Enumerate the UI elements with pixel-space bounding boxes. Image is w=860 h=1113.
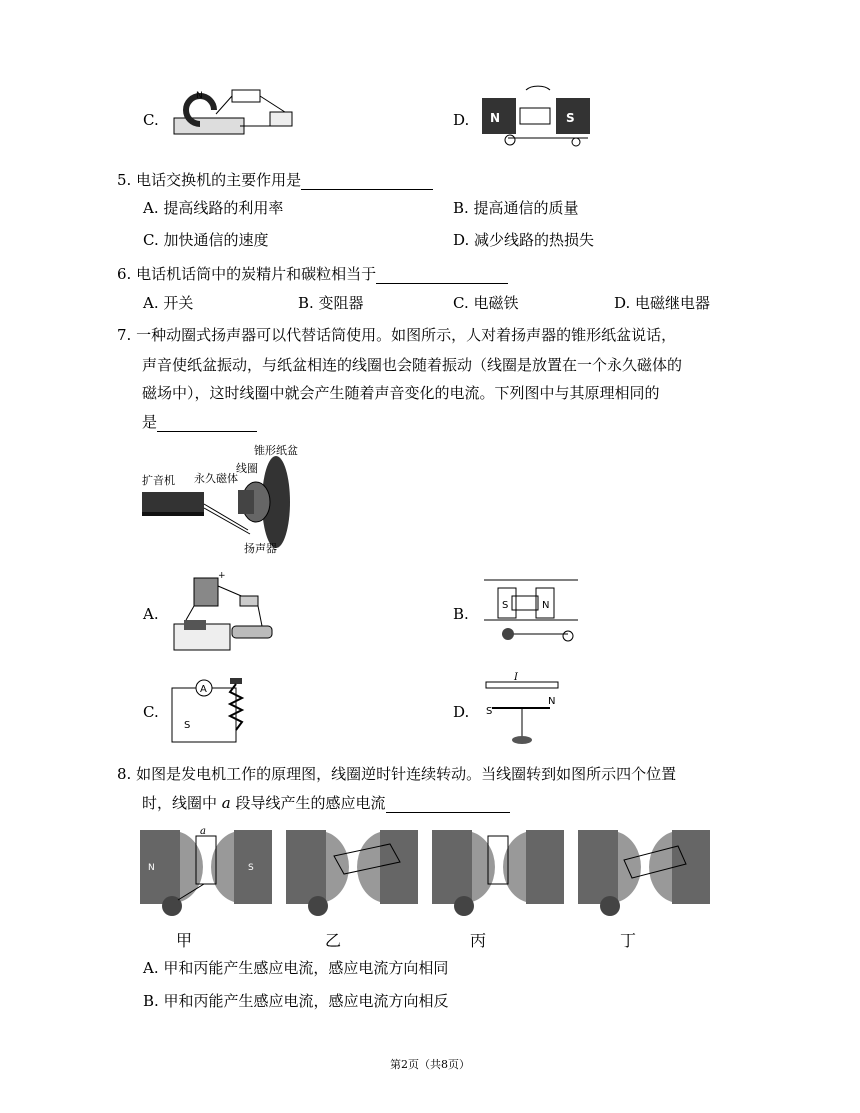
- q5-answer-blank[interactable]: [301, 175, 433, 190]
- q6-stem: [117, 264, 508, 284]
- q7-answer-blank[interactable]: [157, 417, 257, 432]
- q5-stem: [117, 170, 433, 190]
- q7c-switch-label: S: [184, 720, 191, 731]
- q6-stem-text: 6. 电话机话筒中的炭精片和碳粒相当于: [117, 265, 377, 283]
- q8-panel-3: [432, 830, 564, 916]
- q7-speaker-figure: [138, 442, 308, 554]
- q8-stem-line1: 8. 如图是发电机工作的原理图，线圈逆时针连续转动。当线圈转到如图所示四个位置: [117, 765, 677, 783]
- q7-stem-line1: 7. 一种动圈式扬声器可以代替话筒使用。如图所示，人对着扬声器的锥形纸盆说话，: [117, 326, 677, 344]
- q7-stem-line2: 声音使纸盆振动，与纸盆相连的线圈也会随着振动（线圈是放置在一个永久磁体的: [142, 356, 683, 374]
- q8-stem-line2-part2: 段导线产生的感应电流: [235, 794, 386, 812]
- q7-label-magnet: 永久磁体: [194, 472, 238, 485]
- q8-generator-svg: [138, 820, 728, 924]
- q4-figure-c: [170, 84, 300, 146]
- q7d-n-label: N: [548, 696, 556, 707]
- q6-option-c[interactable]: C. 电磁铁: [453, 294, 519, 312]
- q8-caption-yi: 乙: [325, 931, 342, 950]
- q8-generator-figures: [138, 820, 728, 924]
- q7-option-c-label[interactable]: C.: [143, 703, 159, 721]
- q8-caption-bing: 丙: [470, 931, 487, 950]
- q7-stem-line4-text: 是: [142, 413, 158, 431]
- q7-stem-line3: 磁场中），这时线圈中就会产生随着声音变化的电流。下列图中与其原理相同的: [142, 384, 660, 402]
- q4-figure-d: [478, 82, 598, 152]
- q6-answer-blank[interactable]: [376, 269, 508, 284]
- q8-stem-line2: [142, 793, 510, 813]
- q8-caption-jia: 甲: [176, 931, 193, 950]
- q7-figure-a: [166, 568, 276, 658]
- q5-option-a[interactable]: A. 提高线路的利用率: [143, 199, 284, 217]
- q7b-s-label: S: [502, 600, 509, 611]
- q6-option-a[interactable]: A. 开关: [143, 294, 194, 312]
- q8-stem-var-a: a: [221, 794, 231, 812]
- q7a-plus-sign: +: [218, 571, 226, 581]
- q8-s-label: S: [248, 863, 254, 873]
- q4-option-c-label: C.: [143, 111, 159, 129]
- q4c-n-label: N: [196, 91, 203, 101]
- q8-seg-a-label: a: [200, 826, 206, 837]
- q8-n-label: N: [148, 863, 155, 873]
- q8-answer-blank[interactable]: [386, 798, 510, 813]
- q6-option-b[interactable]: B. 变阻器: [298, 294, 364, 312]
- q7-stem-line4: [142, 412, 257, 432]
- q7-option-b-label[interactable]: B.: [453, 605, 469, 623]
- q8-panel-4: [578, 830, 710, 916]
- q5-option-d[interactable]: D. 减少线路的热损失: [453, 231, 595, 249]
- q7-figure-b: [478, 572, 582, 658]
- q7-figure-d: [478, 670, 564, 750]
- q8-panel-1: [140, 830, 272, 916]
- q7c-ammeter-label: A: [200, 684, 207, 695]
- q7-figure-c: [166, 672, 250, 748]
- q8-stem-line2-part1: 时，线圈中: [142, 794, 218, 812]
- q8-caption-ding: 丁: [620, 931, 637, 950]
- q5-option-b[interactable]: B. 提高通信的质量: [453, 199, 579, 217]
- q5-stem-text: 5. 电话交换机的主要作用是: [117, 171, 302, 189]
- q4d-s-label: S: [566, 111, 575, 125]
- q7-label-cone: 锥形纸盆: [254, 444, 298, 457]
- q5-option-c[interactable]: C. 加快通信的速度: [143, 231, 269, 249]
- q7b-n-label: N: [542, 600, 550, 611]
- q7-label-speaker: 扬声器: [244, 542, 277, 554]
- q8-option-a[interactable]: A. 甲和丙能产生感应电流，感应电流方向相同: [143, 959, 449, 977]
- q7d-current-label: I: [514, 672, 518, 683]
- q7-label-coil: 线圈: [236, 462, 258, 475]
- q7d-s-label: S: [486, 706, 493, 717]
- q8-panel-2: [286, 830, 418, 916]
- q7-option-d-label[interactable]: D.: [453, 703, 470, 721]
- q7-option-a-label[interactable]: A.: [143, 605, 159, 623]
- page-footer: 第2页（共8页）: [390, 1058, 470, 1071]
- q7-label-amp: 扩音机: [142, 474, 175, 487]
- q4d-n-label: N: [490, 111, 501, 125]
- q8-option-b[interactable]: B. 甲和丙能产生感应电流，感应电流方向相反: [143, 992, 449, 1010]
- q4-option-d-label: D.: [453, 111, 470, 129]
- q6-option-d[interactable]: D. 电磁继电器: [614, 294, 711, 312]
